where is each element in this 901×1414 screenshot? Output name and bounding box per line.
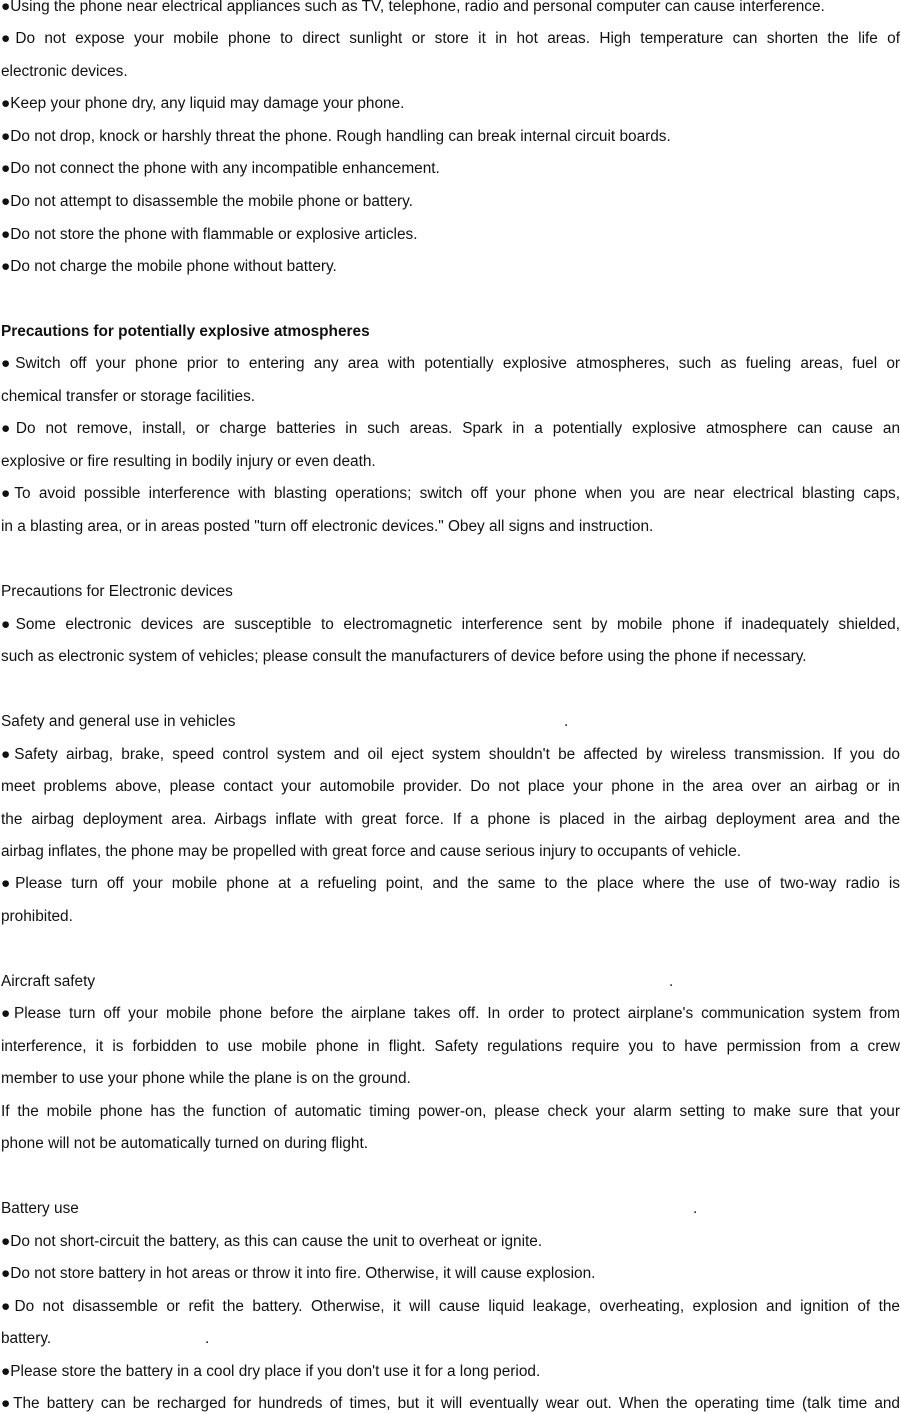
battery-heading-dot: . xyxy=(693,1200,698,1217)
general-line-9: ●Do not charge the mobile phone without battery. xyxy=(1,258,337,275)
explosive-line-2: chemical transfer or storage facilities. xyxy=(1,388,256,405)
general-line-5: ●Do not drop, knock or harshly threat the phone. Rough handling can break internal circuit boards. xyxy=(1,128,671,145)
vehicles-line-3: the airbag deployment area. Airbags inflate with great force. If a phone is placed in the airbag deployment area and the xyxy=(1,811,900,828)
vehicles-line-4: airbag inflates, the phone may be propelled with great force and cause serious injury to occupants of vehicle. xyxy=(1,843,742,860)
battery-line-2: ●Do not store battery in hot areas or throw it into fire. Otherwise, it will cause explosion. xyxy=(1,1265,596,1282)
general-line-8: ●Do not store the phone with flammable or explosive articles. xyxy=(1,226,418,243)
general-line-4: ●Keep your phone dry, any liquid may damage your phone. xyxy=(1,95,405,112)
vehicles-line-1: ●Safety airbag, brake, speed control system and oil eject system shouldn't be affected by wireless transmission. If you do xyxy=(1,746,900,763)
vehicles-line-5: ●Please turn off your mobile phone at a refueling point, and the same to the place where the use of two-way radio is xyxy=(1,875,900,892)
explosive-line-1: ●Switch off your phone prior to entering any area with potentially explosive atmospheres, such as fueling areas, fuel or xyxy=(1,355,900,372)
aircraft-heading-dot: . xyxy=(669,973,674,990)
aircraft-line-2: interference, it is forbidden to use mobile phone in flight. Safety regulations require you to have permission from a crew xyxy=(1,1038,900,1055)
general-line-1: ●Using the phone near electrical appliances such as TV, telephone, radio and personal computer can cause interference. xyxy=(1,0,825,15)
explosive-line-5: ●To avoid possible interference with blasting operations; switch off your phone when you are near electrical blasting caps, xyxy=(1,485,900,502)
aircraft-line-4: If the mobile phone has the function of automatic timing power-on, please check your alarm setting to make sure that your xyxy=(1,1103,900,1120)
vehicles-heading-dot: . xyxy=(564,713,569,730)
battery-line-4-dot: . xyxy=(205,1330,210,1347)
general-line-7: ●Do not attempt to disassemble the mobile phone or battery. xyxy=(1,193,413,210)
aircraft-line-5: phone will not be automatically turned on during flight. xyxy=(1,1135,369,1152)
electronic-line-1: ●Some electronic devices are susceptible to electromagnetic interference sent by mobile phone if inadequately shielded, xyxy=(1,616,900,633)
aircraft-heading: Aircraft safety xyxy=(1,973,96,990)
aircraft-line-1: ●Please turn off your mobile phone before the airplane takes off. In order to protect airplane's communication system from xyxy=(1,1005,900,1022)
vehicles-heading: Safety and general use in vehicles xyxy=(1,713,236,730)
vehicles-line-2: meet problems above, please contact your automobile provider. Do not place your phone in the area over an airbag or in xyxy=(1,778,900,795)
explosive-line-3: ●Do not remove, install, or charge batteries in such areas. Spark in a potentially explosive atmosphere can cause an xyxy=(1,420,900,437)
explosive-heading: Precautions for potentially explosive atmospheres xyxy=(1,323,370,340)
battery-heading: Battery use xyxy=(1,1200,79,1217)
vehicles-line-6: prohibited. xyxy=(1,908,73,925)
general-line-6: ●Do not connect the phone with any incompatible enhancement. xyxy=(1,160,440,177)
battery-line-3: ●Do not disassemble or refit the battery. Otherwise, it will cause liquid leakage, overheating, explosion and ignition of the xyxy=(1,1298,900,1315)
battery-line-6: ●The battery can be recharged for hundreds of times, but it will eventually wear out. When the operating time (talk time and xyxy=(1,1395,900,1412)
electronic-line-2: such as electronic system of vehicles; please consult the manufacturers of device before using the phone if necessary. xyxy=(1,648,807,665)
battery-line-4: battery. xyxy=(1,1330,52,1347)
explosive-line-6: in a blasting area, or in areas posted "turn off electronic devices." Obey all signs and instruction. xyxy=(1,518,654,535)
battery-line-1: ●Do not short-circuit the battery, as this can cause the unit to overheat or ignite. xyxy=(1,1233,543,1250)
aircraft-line-3: member to use your phone while the plane is on the ground. xyxy=(1,1070,411,1087)
explosive-line-4: explosive or fire resulting in bodily injury or even death. xyxy=(1,453,376,470)
general-line-2: ●Do not expose your mobile phone to direct sunlight or store it in hot areas. High temperature can shorten the life of xyxy=(1,30,900,47)
general-line-3: electronic devices. xyxy=(1,63,128,80)
electronic-heading: Precautions for Electronic devices xyxy=(1,583,233,600)
battery-line-5: ●Please store the battery in a cool dry place if you don't use it for a long period. xyxy=(1,1363,541,1380)
